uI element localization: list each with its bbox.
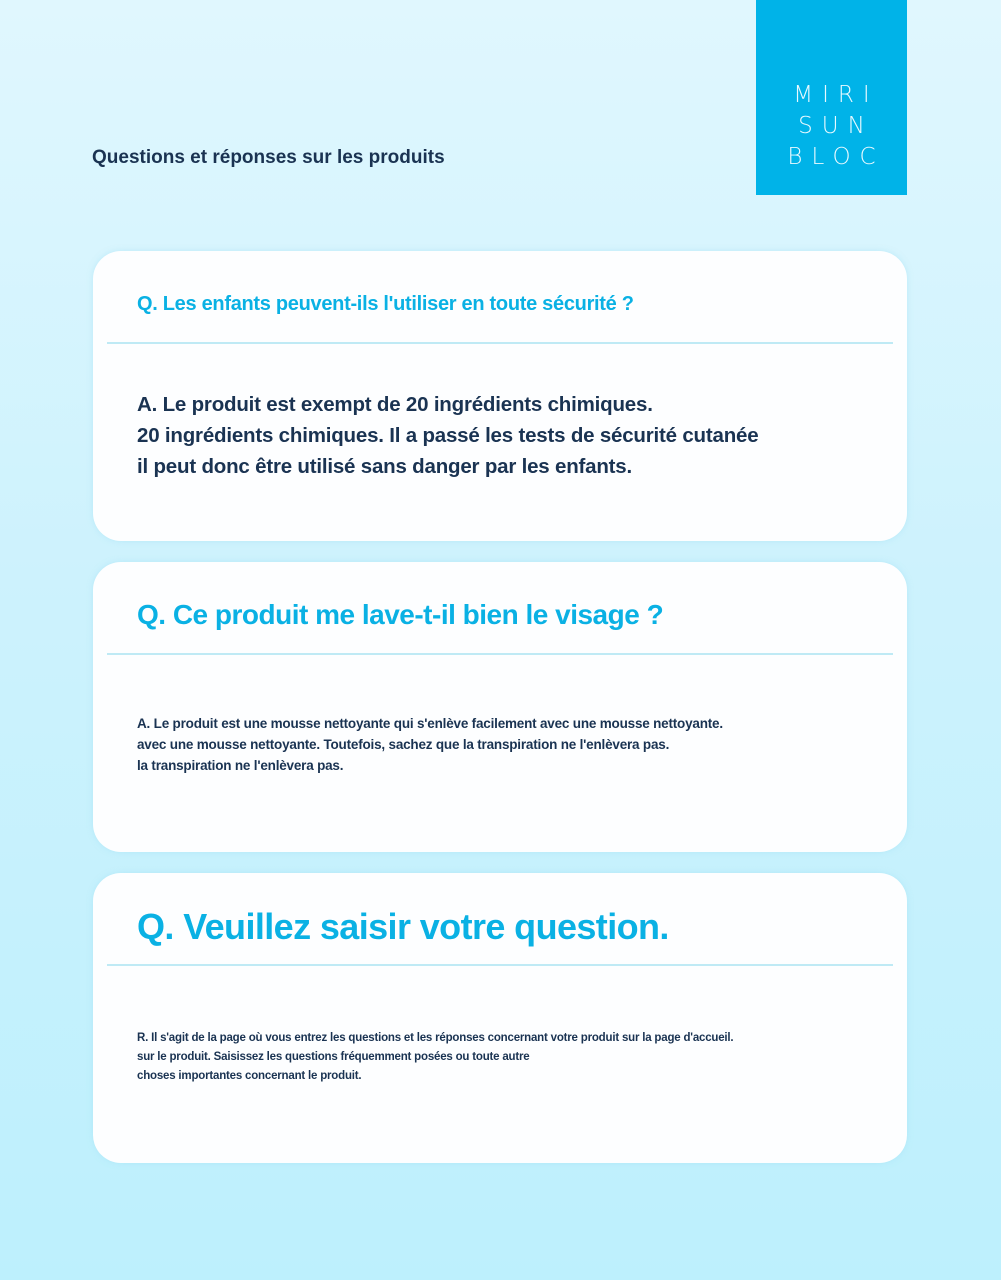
faq-question: Q. Ce produit me lave-t-il bien le visage ? bbox=[137, 599, 664, 630]
page-title: Questions et réponses sur les produits bbox=[92, 147, 445, 168]
faq-question: Q. Les enfants peuvent-ils l'utiliser en toute sécurité ? bbox=[137, 293, 634, 315]
brand-line-1: MIRI bbox=[793, 82, 879, 108]
brand-logo bbox=[756, 0, 907, 195]
faq-answer-line: il peut donc être utilisé sans danger par les enfants. bbox=[137, 455, 633, 478]
brand-line-3: BLOC bbox=[787, 144, 885, 170]
faq-card-3 bbox=[93, 873, 907, 1163]
faq-answer-line: 20 ingrédients chimiques. Il a passé les tests de sécurité cutanée bbox=[137, 424, 759, 447]
faq-divider bbox=[107, 342, 893, 344]
faq-answer bbox=[137, 1029, 733, 1086]
faq-answer-line: la transpiration ne l'enlèvera pas. bbox=[137, 758, 344, 773]
faq-card-1 bbox=[93, 251, 907, 541]
faq-answer-line: A. Le produit est exempt de 20 ingrédients chimiques. bbox=[137, 393, 653, 416]
faq-divider bbox=[107, 964, 893, 966]
brand-line-2: SUN bbox=[798, 113, 874, 139]
faq-answer-line: sur le produit. Saisissez les questions fréquemment posées ou toute autre bbox=[137, 1051, 530, 1063]
faq-card-2 bbox=[93, 562, 907, 852]
faq-answer-line: avec une mousse nettoyante. Toutefois, sachez que la transpiration ne l'enlèvera pas. bbox=[137, 737, 670, 752]
faq-divider bbox=[107, 653, 893, 655]
faq-answer bbox=[137, 713, 723, 776]
faq-answer-line: R. Il s'agit de la page où vous entrez les questions et les réponses concernant votre produit sur la page d'accueil. bbox=[137, 1032, 734, 1044]
faq-question: Q. Veuillez saisir votre question. bbox=[137, 906, 669, 947]
faq-answer-line: A. Le produit est une mousse nettoyante qui s'enlève facilement avec une mousse nettoyante. bbox=[137, 716, 723, 731]
faq-answer bbox=[137, 389, 758, 482]
faq-answer-line: choses importantes concernant le produit. bbox=[137, 1070, 362, 1082]
